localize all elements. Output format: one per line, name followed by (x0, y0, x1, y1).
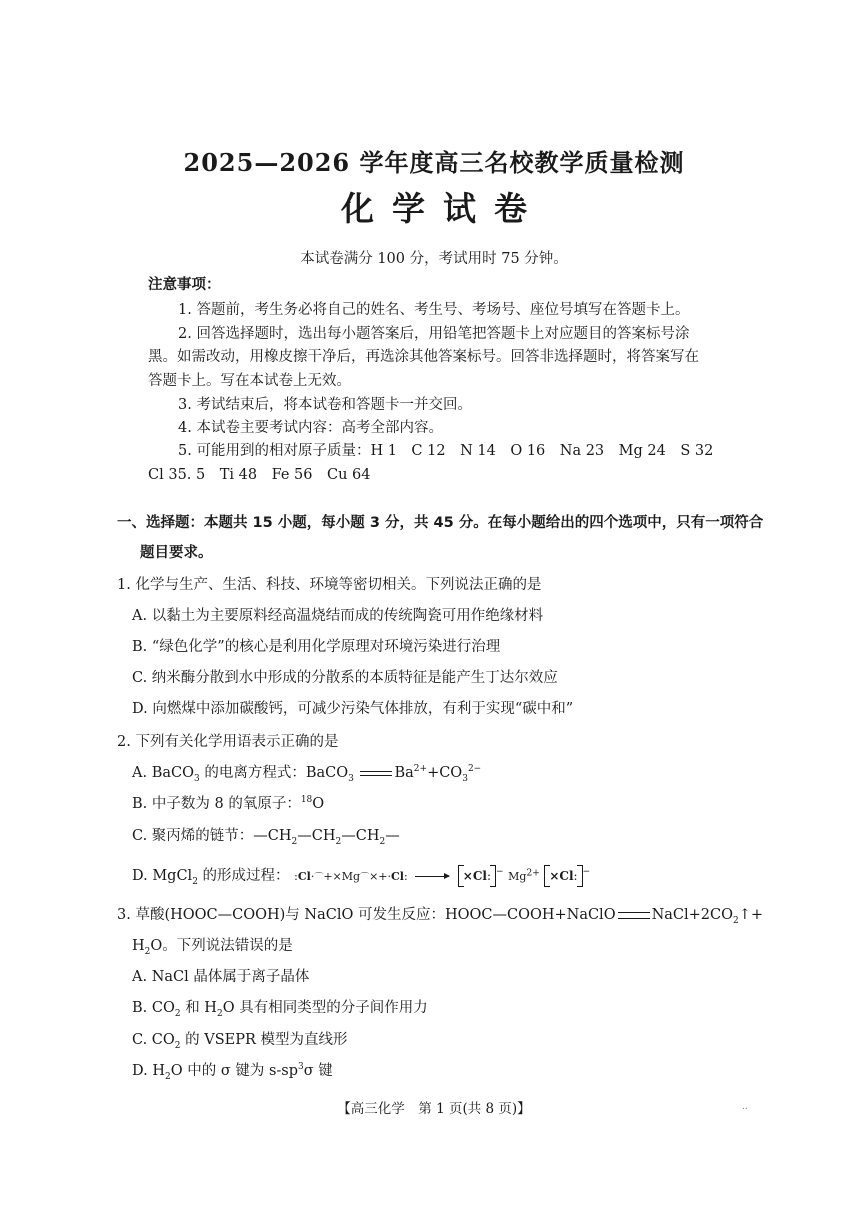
q1-option-d: D. 向燃煤中添加碳酸钙，可减少污染气体排放，有利于实现“碳中和” (132, 701, 574, 717)
mg-ion-charge: 2+ (526, 868, 540, 879)
equilibrium-arrow (360, 770, 392, 776)
q3-d1: D. H (132, 1063, 165, 1079)
cl-ion-right: Cl (559, 869, 574, 883)
q3-c1: C. CO (132, 1032, 175, 1048)
q2-c-text4: — (385, 828, 400, 844)
q2-option-a: A. BaCO$_3$ 的电离方程式：BaCO$_3$ $Ba^{2+}+CO_3^{2-}$ (132, 764, 482, 784)
notice-item-1: 1. 答题前，考生务必将自己的姓名、考生号、考场号、座位号填写在答题卡上。 (178, 302, 690, 318)
q1-option-b: B. “绿色化学”的核心是利用化学原理对环境污染进行治理 (132, 639, 501, 655)
section-heading-cont: 题目要求。 (140, 545, 213, 561)
mg-ion (508, 870, 540, 883)
q3-stem-end: O。下列说法错误的是 (150, 938, 293, 954)
section-heading: 一、选择题：本题共 15 小题，每小题 3 分，共 45 分。在每小题给出的四个选项中，只有一项符合 (117, 515, 764, 531)
q2-c-text3: —CH (341, 828, 380, 844)
q2-a-ion1: Ba (394, 765, 414, 781)
q3-b2: 和 H (180, 1000, 217, 1016)
q2-d-text: 的形成过程： (197, 868, 290, 884)
q3-option-b: B. $CO_2$ 和 $H_2O$ 具有相同类型的分子间作用力 (132, 1000, 428, 1019)
q1-option-a: A. 以黏土为主要原料经高温烧结而成的传统陶瓷可用作绝缘材料 (132, 608, 544, 624)
footer-mark: .. (742, 1102, 748, 1112)
q2-d-label: D. MgCl (132, 868, 193, 884)
cl-atom-right: Cl (391, 870, 404, 883)
exam-title: 2025—2026 学年度高三名校教学质量检测 (183, 148, 685, 177)
q2-c-text: C. 聚丙烯的链节：—CH (132, 828, 292, 844)
q3-stem-line1: 3. 草酸(HOOC—COOH)与 NaClO 可发生反应：HOOC—COOH+NaClO $NaCl+2CO_2↑+$ (117, 907, 764, 926)
q3-stem-gas: ↑+ (738, 907, 764, 923)
q2-stem: 2. 下列有关化学用语表示正确的是 (117, 734, 339, 750)
q2-b-mass: 18 (300, 795, 313, 806)
reaction-arrow (415, 876, 449, 877)
q3-c2: 的 VSEPR 模型为直线形 (180, 1032, 348, 1048)
q2-option-c: C. 聚丙烯的链节：$—CH_2—CH_2—CH_2—$ (132, 828, 400, 847)
q2-option-b (132, 794, 324, 814)
lewis-dot-formation: :Cl·⌒+×Mg⌒×+·Cl: (294, 870, 412, 883)
notice-item-2: 2. 回答选择题时，选出每小题答案后，用铅笔把答题卡上对应题目的答案标号涂 (178, 326, 690, 342)
q3-option-a: A. NaCl 晶体属于离子晶体 (132, 969, 310, 985)
q3-d2: O 中的 σ 键为 s-sp (170, 1063, 299, 1079)
q3-stem-line2: $H_2O$。下列说法错误的是 (132, 938, 293, 957)
q3-stem-text: 3. 草酸(HOOC—COOH)与 NaClO 可发生反应：HOOC—COOH+NaClO (117, 907, 616, 923)
q3-b3: O 具有相同类型的分子间作用力 (222, 1000, 428, 1016)
subject-title: 化学试卷 (341, 189, 545, 228)
page-footer: 【高三化学 第 1 页(共 8 页)】 (337, 1101, 531, 1117)
equals-sign (618, 912, 650, 919)
q2-a-label: A. BaCO (132, 765, 194, 781)
mg-atom: Mg (341, 870, 361, 883)
notice-item-2-end: 答题卡上。写在本试卷上无效。 (148, 373, 351, 389)
q2-a-text: 的电离方程式：BaCO (199, 765, 349, 781)
q1-stem: 1. 化学与生产、生活、科技、环境等密切相关。下列说法正确的是 (117, 577, 542, 593)
notice-item-5-cont: Cl 35. 5 Ti 48 Fe 56 Cu 64 (148, 467, 371, 483)
q3-d3: σ 键 (303, 1063, 333, 1079)
q2-a-ion2: +CO (427, 765, 463, 781)
q2-b-text: B. 中子数为 8 的氧原子： (132, 796, 301, 812)
exam-info: 本试卷满分 100 分，考试用时 75 分钟。 (300, 251, 568, 267)
q3-option-c: C. $CO_2$ 的 VSEPR 模型为直线形 (132, 1032, 348, 1051)
q2-c-text2: —CH (297, 828, 336, 844)
cl-atom-left: Cl (297, 870, 311, 883)
cl-ion-bracket-right: ×Cl: (544, 865, 582, 887)
notice-heading: 注意事项： (148, 277, 221, 293)
notice-item-3: 3. 考试结束后，将本试卷和答题卡一并交回。 (178, 397, 472, 413)
cl-ion-bracket-left: ×Cl: (458, 865, 496, 887)
cl-ion-left: Cl (472, 869, 487, 883)
q2-b-symbol: O (312, 796, 325, 812)
notice-item-4: 4. 本试卷主要考试内容：高考全部内容。 (178, 420, 443, 436)
q2-option-d: D. MgCl$_2$ 的形成过程： :Cl·⌒+×Mg⌒×+·Cl: ×Cl:− $Mg^{2+}$ ×Cl:− (132, 863, 590, 891)
q3-stem-products: NaCl+2CO (651, 907, 734, 923)
mg-ion-symbol: Mg (508, 870, 527, 883)
q1-option-c: C. 纳米酶分散到水中形成的分散系的本质特征是能产生丁达尔效应 (132, 670, 558, 686)
q3-option-d: D. $H_2O$ 中的 σ 键为 $s-sp^3\sigma$ 键 (132, 1062, 333, 1082)
q3-h: H (132, 938, 145, 954)
notice-item-2-cont: 黑。如需改动，用橡皮擦干净后，再选涂其他答案标号。回答非选择题时，将答案写在 (148, 349, 699, 365)
q3-b1: B. CO (132, 1000, 175, 1016)
notice-item-5: 5. 可能用到的相对原子质量：H 1 C 12 N 14 O 16 Na 23 Mg 24 S 32 (178, 443, 714, 459)
